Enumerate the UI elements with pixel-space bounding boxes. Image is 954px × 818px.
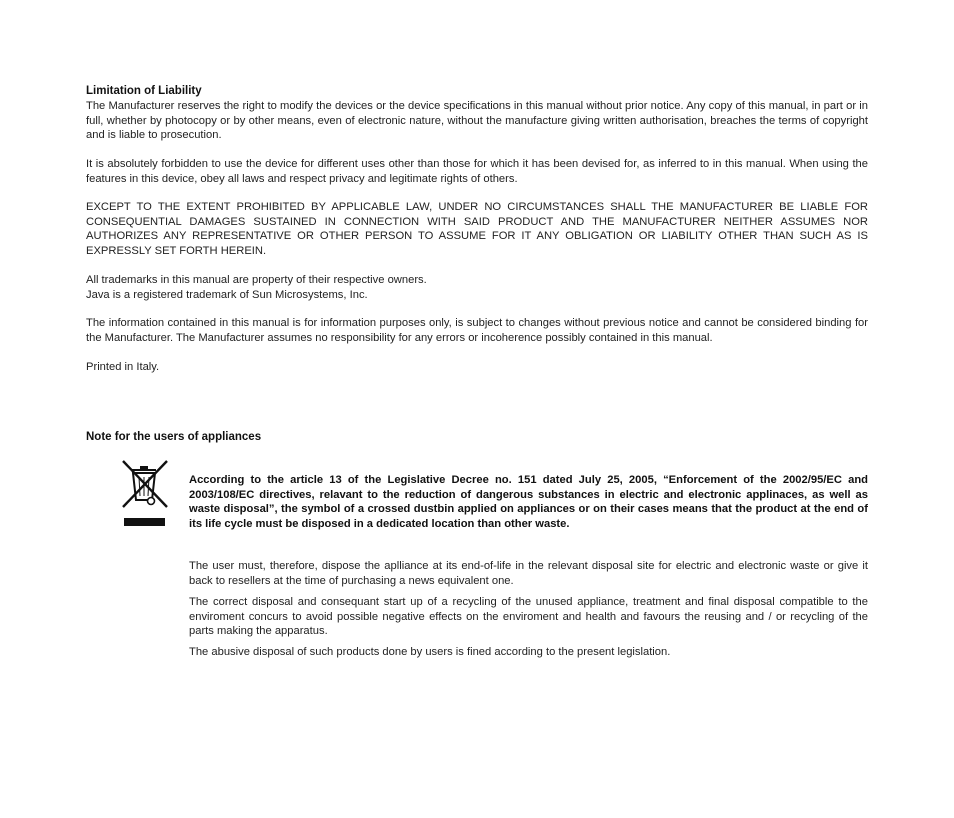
printed-in-label: Printed in Italy. [86, 361, 160, 373]
weee-paragraph-fines: The abusive disposal of such products done by users is fined according to the present legislation. [189, 646, 671, 658]
liability-heading: Limitation of Liability [86, 85, 202, 97]
crossed-out-wheelie-bin-icon [118, 458, 172, 530]
liability-paragraph-information: The information contained in this manual is for information purposes only, is subject to changes without previous notice and cannot be considered binding for the Manufacturer. The Manufacturer assumes no responsibility for any errors or incoherence possibly contained in this manual. [86, 317, 868, 344]
liability-paragraph-copyright: The Manufacturer reserves the right to modify the devices or the device specifications in this manual without prior notice. Any copy of this manual, in part or in full, whether by photocopy or by other means, even of electronic nature, without the manufacture giving written authorisation, breaches the terms of copyright and is liable to prosecution. [86, 100, 868, 142]
liability-paragraph-trademarks [86, 273, 868, 302]
weee-paragraph-disposal: The user must, therefore, dispose the aplliance at its end-of-life in the relevant disposal site for electric and electronic waste or give it back to resellers at the time of purchasing a news equivalent one. [189, 560, 868, 587]
java-trademark-line: Java is a registered trademark of Sun Microsystems, Inc. [86, 288, 368, 301]
weee-legal-notice: According to the article 13 of the Legislative Decree no. 151 dated July 25, 2005, “Enforcement of the 2002/95/EC and 2003/108/EC directives, relavant to the reduction of dangerous substances in electric and electronic applinaces, as well as waste disposal”, the symbol of a crossed dustbin applied on appliances or on their cases means that the product at the end of its life cycle must be disposed in a dedicated location than other waste. [189, 474, 868, 530]
liability-paragraph-usage: It is absolutely forbidden to use the device for different uses other than those for which it has been devised for, as inferred to in this manual. When using the features in this device, obey all laws and respect privacy and legitimate rights of others. [86, 158, 868, 185]
trademarks-line: All trademarks in this manual are property of their respective owners. [86, 274, 427, 286]
weee-paragraph-recycling: The correct disposal and consequant start up of a recycling of the unused appliance, treatment and final disposal compatible to the enviroment concurs to avoid possible negative effects on the enviroment and health and favours the reusing and / or recycling of the parts making the apparatus. [189, 596, 868, 638]
appliances-heading: Note for the users of appliances [86, 431, 262, 443]
liability-paragraph-disclaimer: EXCEPT TO THE EXTENT PROHIBITED BY APPLICABLE LAW, UNDER NO CIRCUMSTANCES SHALL THE MANUFACTURER BE LIABLE FOR CONSEQUENTIAL DAMAGES SUSTAINED IN CONNECTION WITH SAID PRODUCT AND THE MANUFACTURER NEITHER ASSUMES NOR AUTHORIZES ANY REPRESENTATIVE OR OTHER PERSON TO ASSUME FOR IT ANY OBLIGATION OR LIABILITY OTHER THAN SUCH AS IS EXPRESSLY SET FORTH HEREIN. [86, 201, 868, 257]
